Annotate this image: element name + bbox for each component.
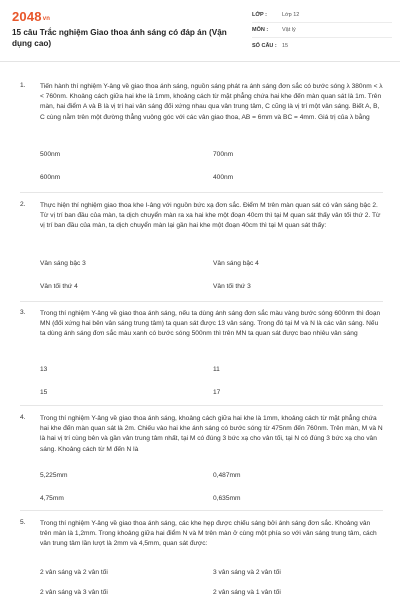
answer-option-d[interactable]: 400nm: [213, 174, 234, 181]
meta-value: Lớp 12: [282, 12, 300, 18]
answer-option-c[interactable]: 600nm: [40, 174, 61, 181]
answer-option-b[interactable]: Vân sáng bậc 4: [213, 260, 259, 267]
logo-suffix: vn: [42, 16, 51, 22]
question-divider: [20, 405, 383, 406]
question-text: Trong thí nghiệm Y-âng về giao thoa ánh sáng, các khe hẹp được chiếu sáng bởi ánh sáng đơn sắc. Khoảng vân trên màn là 1,2mm. Trong khoảng giữa hai điểm N và M trên màn ở cùng một phía so với vân sáng trung tâm, cách vân trung tâm lần lượt là 2mm và 4,5mm, quan sát được:: [40, 520, 377, 548]
meta-label: LỚP :: [252, 12, 267, 18]
meta-label: MÔN :: [252, 27, 269, 33]
answer-option-b[interactable]: 700nm: [213, 151, 234, 158]
answer-option-c[interactable]: 4,75mm: [40, 495, 64, 502]
question-text: Thực hiện thí nghiệm giao thoa khe I-âng với nguồn bức xạ đơn sắc. Điểm M trên màn quan sát có vân sáng bậc 2. Từ vị trí ban đầu của màn, ta dịch chuyển màn ra xa hai khe một đoạn 40cm thì tại M quan sát thấy vân tối thứ 2. Từ vị trí ban đầu của màn, ta dịch chuyển màn lại gần hai khe một đoạn 40cm thì tại M quan sát thấy:: [40, 202, 381, 230]
meta-value: Vật lý: [282, 27, 296, 33]
answer-option-a[interactable]: 13: [40, 366, 48, 373]
document-meta: [252, 8, 392, 53]
meta-row-class: [252, 8, 392, 23]
meta-row-subject: [252, 23, 392, 38]
answer-option-d[interactable]: Vân tối thứ 3: [213, 283, 251, 290]
question-text: Trong thí nghiệm Y-âng về giao thoa ánh sáng, khoảng cách giữa hai khe là 1mm, khoảng cách từ mặt phẳng chứa hai khe đến màn quan sát là 2m. Chiếu vào hai khe ánh sáng có bước sóng từ 475nm đến 760nm. Trên màn, M và N là hai vị trí cùng bên và gần vân trung tâm nhất, tại M có đúng 3 bức xạ cho vân tối, tại N có đúng 3 bức xạ cho vân sáng. Khoảng cách từ M đến N là: [40, 415, 383, 453]
answer-option-c[interactable]: 2 vân sáng và 3 vân tối: [40, 589, 108, 596]
answer-option-a[interactable]: 500nm: [40, 151, 61, 158]
answer-option-c[interactable]: Vân tối thứ 4: [40, 283, 78, 290]
question-number: 1.: [20, 82, 26, 89]
site-logo[interactable]: [12, 9, 50, 24]
question-divider: [20, 510, 383, 511]
question-divider: [20, 301, 383, 302]
answer-option-a[interactable]: 5,225mm: [40, 472, 68, 479]
answer-option-b[interactable]: 3 vân sáng và 2 vân tối: [213, 569, 281, 576]
logo-text: 2048: [12, 9, 42, 24]
answer-option-b[interactable]: 0,487mm: [213, 472, 241, 479]
answer-option-a[interactable]: Vân sáng bậc 3: [40, 260, 86, 267]
question-text: Tiến hành thí nghiệm Y-âng về giao thoa ánh sáng, nguồn sáng phát ra ánh sáng đơn sắc có bước sóng λ 380nm < λ < 760nm. Khoảng cách giữa hai khe là 1mm, khoảng cách từ mặt phẳng chứa hai khe đến màn quan sát là 1m. Trên màn, hai điểm A và B là vị trí hai vân sáng đối xứng nhau qua vân trung tâm, C cũng là vị trí một vân sáng. Biết A, B, C cùng nằm trên một đường thẳng vuông góc với các vân giao thoa, AB = 6mm và BC = 4mm. Giá trị của λ bằng: [40, 83, 383, 121]
question-number: 5.: [20, 519, 26, 526]
meta-value: 15: [282, 42, 289, 49]
answer-option-d[interactable]: 17: [213, 389, 221, 396]
answer-option-c[interactable]: 15: [40, 389, 48, 396]
question-number: 2.: [20, 201, 26, 208]
meta-row-count: [252, 38, 392, 53]
answer-option-d[interactable]: 0,635mm: [213, 495, 241, 502]
answer-option-b[interactable]: 11: [213, 366, 220, 373]
answer-option-a[interactable]: 2 vân sáng và 2 vân tối: [40, 569, 108, 576]
question-text: Trong thí nghiệm Y-âng về giao thoa ánh sáng, nếu ta dùng ánh sáng đơn sắc màu vàng bước sóng 600nm thì đoạn MN (đối xứng hai bên vân sáng trung tâm) ta quan sát được 13 vân sáng. Trong đó tại M và N là các vân sáng. Nếu ta dùng ánh sáng đơn sắc màu xanh có bước sóng 500nm thì trên MN ta quan sát được bao nhiêu vân sáng: [40, 310, 381, 338]
question-number: 3.: [20, 309, 26, 316]
answer-option-d[interactable]: 2 vân sáng và 1 vân tối: [213, 589, 281, 596]
question-divider: [20, 192, 383, 193]
question-number: 4.: [20, 414, 26, 421]
meta-label: SỐ CÂU :: [252, 42, 277, 49]
page-header: [0, 0, 400, 62]
document-title: 15 câu Trắc nghiệm Giao thoa ánh sáng có đáp án (Vận dụng cao): [12, 28, 227, 48]
